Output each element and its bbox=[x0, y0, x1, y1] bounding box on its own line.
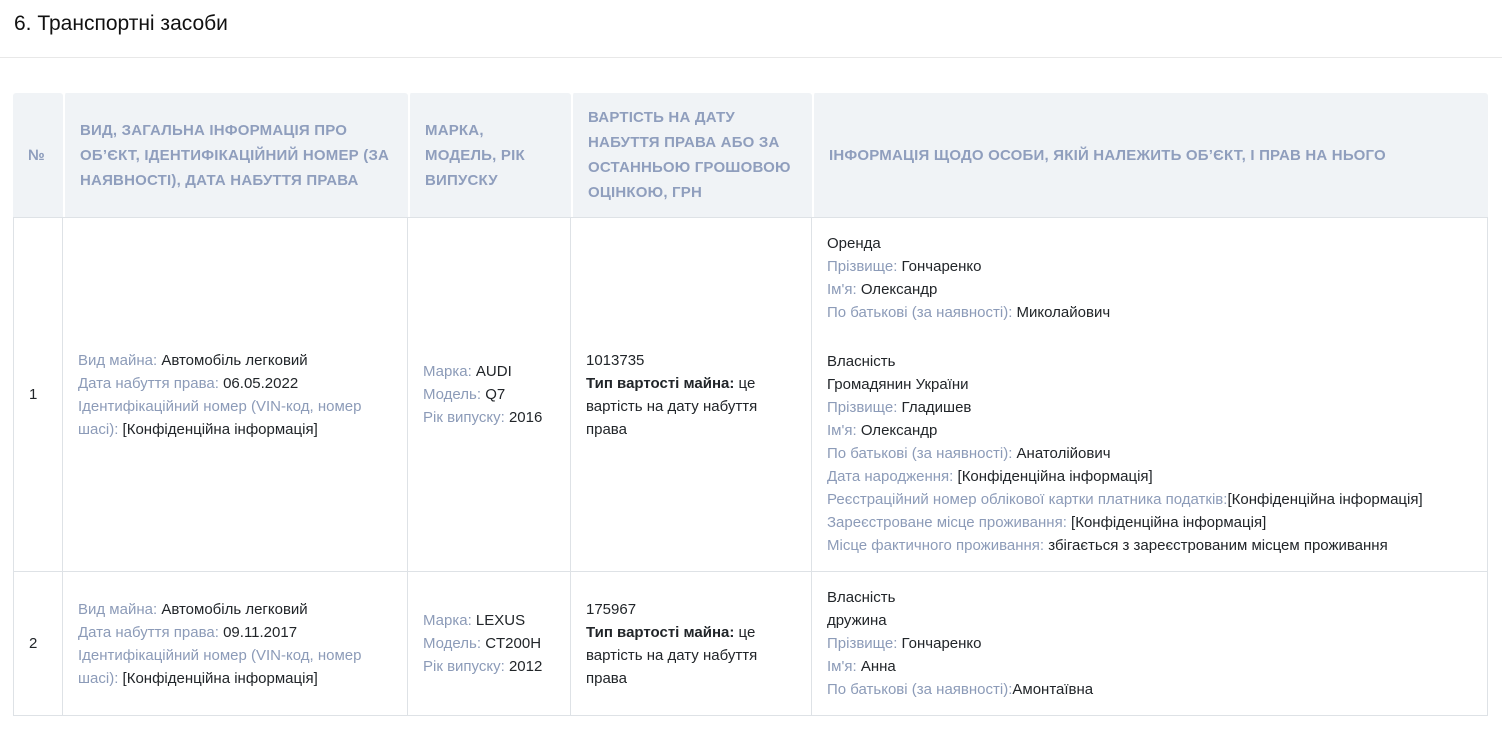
cost-type-value: це вартість на дату набуття права bbox=[586, 374, 758, 438]
cell-owner-info bbox=[812, 572, 1488, 716]
field-label: По батькові (за наявності): bbox=[827, 445, 1013, 462]
cell-object-info bbox=[63, 217, 408, 572]
field-label: Прізвище: bbox=[827, 635, 898, 652]
field-value: Олександр bbox=[860, 422, 938, 439]
cost-type-value: це вартість на дату набуття права bbox=[586, 623, 758, 687]
field-value: Гончаренко bbox=[901, 635, 982, 652]
field-label: Вид майна: bbox=[78, 600, 158, 618]
cost-type-label: Тип вартості майна: bbox=[586, 623, 735, 641]
row-number: 1 bbox=[13, 217, 63, 572]
field-label: Ідентифікаційний номер (VIN-код, номер шасі): bbox=[78, 397, 362, 438]
field-line bbox=[78, 598, 392, 621]
vehicles-table-wrap bbox=[13, 93, 1488, 716]
cell-object-info bbox=[63, 572, 408, 716]
field-line bbox=[78, 644, 392, 690]
field-line bbox=[423, 632, 555, 655]
field-line bbox=[827, 255, 1472, 278]
cell-make-model-year bbox=[408, 572, 571, 716]
column-header-make-model-year: МАРКА, МОДЕЛЬ, РІК ВИПУСКУ bbox=[408, 93, 571, 217]
cost-type-line bbox=[586, 621, 796, 690]
field-value: Амонтаївна bbox=[1012, 681, 1094, 698]
owner-relation: дружина bbox=[827, 612, 887, 629]
field-label: Дата набуття права: bbox=[78, 623, 219, 641]
field-line bbox=[827, 632, 1472, 655]
field-value: Автомобіль легковий bbox=[161, 351, 308, 369]
field-label: Зареєстроване місце проживання: bbox=[827, 514, 1067, 531]
section-title: 6. Транспортні засоби bbox=[14, 12, 228, 35]
field-label: Марка: bbox=[423, 612, 472, 629]
cost-type-line bbox=[586, 372, 796, 441]
field-label: Вид майна: bbox=[78, 351, 158, 369]
field-value: 09.11.2017 bbox=[223, 623, 298, 641]
ownership-type: Оренда bbox=[827, 235, 881, 252]
field-value: Олександр bbox=[860, 281, 938, 298]
field-label: Ім'я: bbox=[827, 281, 857, 298]
field-line bbox=[827, 419, 1472, 442]
field-line bbox=[78, 621, 392, 644]
cost-amount: 175967 bbox=[586, 600, 637, 618]
field-line bbox=[423, 655, 555, 678]
field-value: [Конфіденційна інформація] bbox=[122, 420, 318, 438]
column-header-number: № bbox=[13, 93, 63, 217]
field-line bbox=[827, 442, 1472, 465]
field-value: Гончаренко bbox=[901, 258, 982, 275]
field-line bbox=[827, 465, 1472, 488]
field-label: Дата набуття права: bbox=[78, 374, 219, 392]
field-value: 2016 bbox=[508, 409, 543, 426]
field-label: Місце фактичного проживання: bbox=[827, 537, 1045, 554]
field-line bbox=[827, 678, 1472, 701]
field-line bbox=[827, 488, 1472, 511]
field-label: Рік випуску: bbox=[423, 409, 505, 426]
field-line bbox=[423, 360, 555, 383]
field-line bbox=[78, 395, 392, 441]
field-line bbox=[423, 609, 555, 632]
page-header bbox=[0, 0, 1502, 58]
field-value: [Конфіденційна інформація] bbox=[957, 468, 1153, 485]
field-value: Анна bbox=[860, 658, 896, 675]
field-line bbox=[827, 655, 1472, 678]
field-label: Ім'я: bbox=[827, 422, 857, 439]
owner-block bbox=[827, 586, 1472, 701]
cell-cost bbox=[571, 572, 812, 716]
field-label: Ім'я: bbox=[827, 658, 857, 675]
field-label: Дата народження: bbox=[827, 468, 954, 485]
field-value: [Конфіденційна інформація] bbox=[1227, 491, 1423, 508]
cost-amount: 1013735 bbox=[586, 351, 645, 369]
field-line bbox=[423, 383, 555, 406]
table-header bbox=[13, 93, 1488, 217]
owner-block bbox=[827, 232, 1472, 324]
cell-owner-info bbox=[812, 217, 1488, 572]
field-value: збігається з зареєстрованим місцем проживання bbox=[1048, 537, 1388, 554]
owner-citizenship: Громадянин України bbox=[827, 376, 969, 393]
field-label: Рік випуску: bbox=[423, 658, 505, 675]
field-label: Реєстраційний номер облікової картки платника податків: bbox=[827, 491, 1228, 508]
field-line bbox=[827, 301, 1472, 324]
field-label: Ідентифікаційний номер (VIN-код, номер шасі): bbox=[78, 646, 362, 687]
field-value: LEXUS bbox=[475, 612, 526, 629]
field-value: [Конфіденційна інформація] bbox=[1071, 514, 1267, 531]
field-value: Гладишев bbox=[901, 399, 972, 416]
field-label: Марка: bbox=[423, 363, 472, 380]
field-label: Модель: bbox=[423, 635, 482, 652]
field-value: Автомобіль легковий bbox=[161, 600, 308, 618]
cell-make-model-year bbox=[408, 217, 571, 572]
cell-cost bbox=[571, 217, 812, 572]
column-header-cost: ВАРТІСТЬ НА ДАТУ НАБУТТЯ ПРАВА АБО ЗА ОСТАННЬОЮ ГРОШОВОЮ ОЦІНКОЮ, ГРН bbox=[571, 93, 812, 217]
field-line bbox=[423, 406, 555, 429]
table-row bbox=[13, 572, 1488, 716]
field-label: Прізвище: bbox=[827, 399, 898, 416]
field-value: AUDI bbox=[475, 363, 512, 380]
column-header-owner-info: ІНФОРМАЦІЯ ЩОДО ОСОБИ, ЯКІЙ НАЛЕЖИТЬ ОБ’ЄКТ, І ПРАВ НА НЬОГО bbox=[812, 93, 1488, 217]
ownership-type: Власність bbox=[827, 353, 896, 370]
field-line bbox=[827, 511, 1472, 534]
field-label: По батькові (за наявності): bbox=[827, 681, 1013, 698]
field-value: Q7 bbox=[485, 386, 506, 403]
ownership-type: Власність bbox=[827, 589, 896, 606]
field-line bbox=[78, 349, 392, 372]
column-header-object-info: ВИД, ЗАГАЛЬНА ІНФОРМАЦІЯ ПРО ОБ’ЄКТ, ІДЕНТИФІКАЦІЙНИЙ НОМЕР (ЗА НАЯВНОСТІ), ДАТА НАБУТТЯ ПРАВА bbox=[63, 93, 408, 217]
table-body bbox=[13, 217, 1488, 716]
field-value: CT200H bbox=[485, 635, 542, 652]
cost-type-label: Тип вартості майна: bbox=[586, 374, 735, 392]
vehicles-table bbox=[13, 93, 1488, 716]
field-value: 06.05.2022 bbox=[223, 374, 299, 392]
field-value: [Конфіденційна інформація] bbox=[122, 669, 318, 687]
field-line bbox=[78, 372, 392, 395]
field-label: По батькові (за наявності): bbox=[827, 304, 1013, 321]
row-number: 2 bbox=[13, 572, 63, 716]
field-label: Модель: bbox=[423, 386, 482, 403]
field-value: Миколайович bbox=[1016, 304, 1111, 321]
field-line bbox=[827, 278, 1472, 301]
field-label: Прізвище: bbox=[827, 258, 898, 275]
field-value: 2012 bbox=[508, 658, 543, 675]
field-line bbox=[827, 396, 1472, 419]
owner-block bbox=[827, 350, 1472, 557]
field-line bbox=[827, 534, 1472, 557]
field-value: Анатолійович bbox=[1016, 445, 1111, 462]
table-row bbox=[13, 217, 1488, 572]
header-row bbox=[13, 93, 1488, 217]
